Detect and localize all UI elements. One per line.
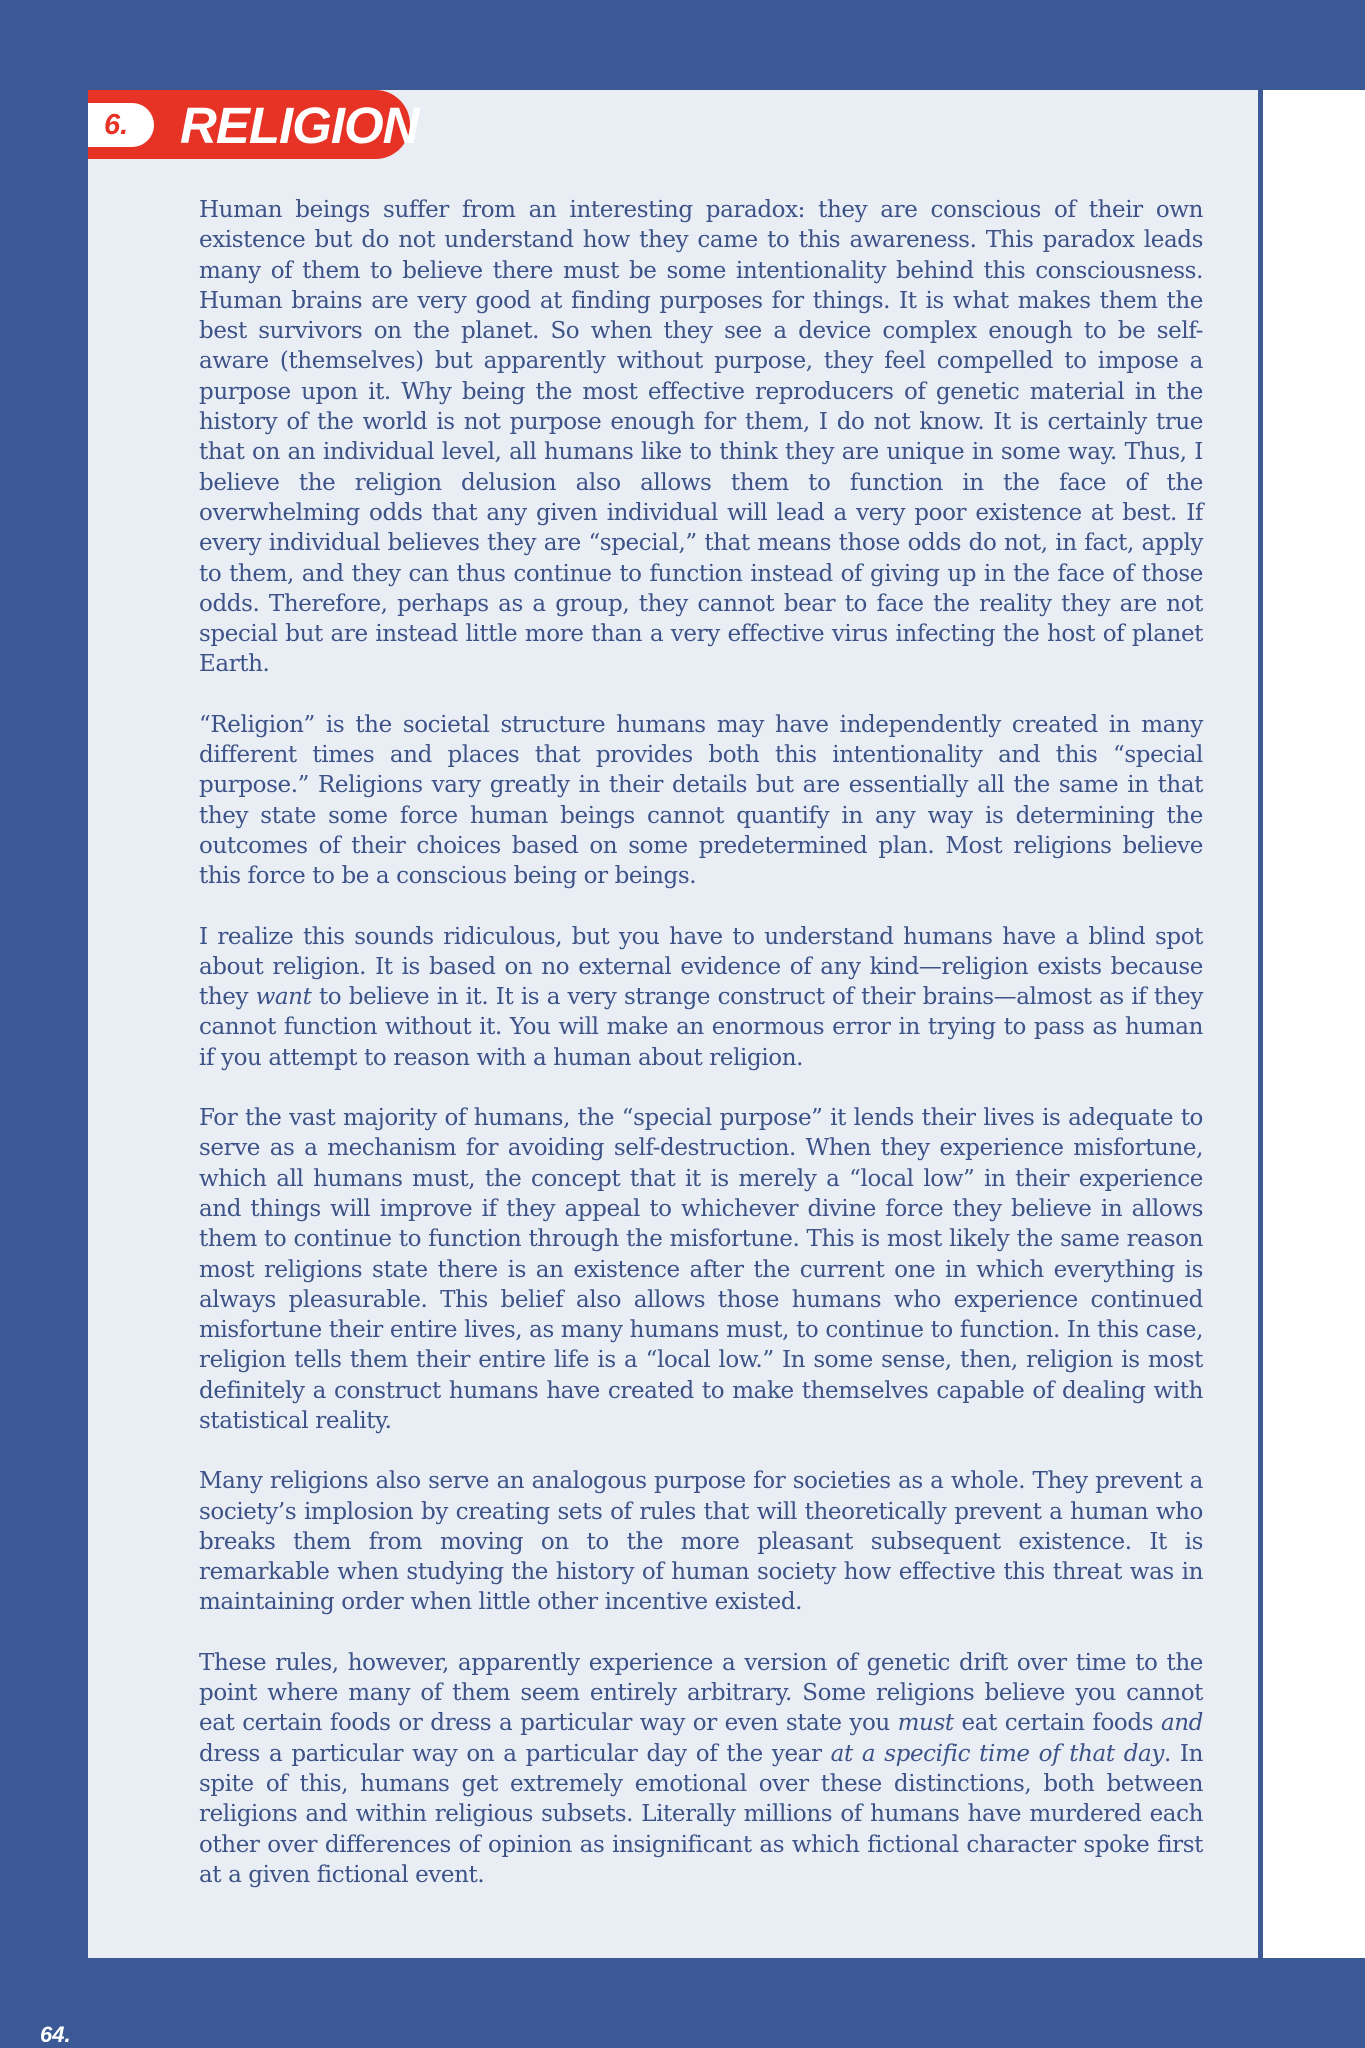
section-title: RELIGION <box>180 97 419 154</box>
paragraph-1: Human beings suffer from an interesting paradox: they are conscious of their own existence but do not understand how they came to this awareness. This paradox leads many of them to believe there must be some intentionality behind this consciousness. Human brains are very good at finding purposes for things. It is what makes them the best survivors on the planet. So when they see a device complex enough to be self-aware (themselves) but apparently without purpose, they feel compelled to impose a purpose upon it. Why being the most effective reproducers of genetic material in the history of the world is not purpose enough for them, I do not know. It is certainly true that on an individual level, all humans like to think they are unique in some way. Thus, I believe the religion delusion also allows them to function in the face of the overwhelming odds that any given individual will lead a very poor existence at best. If every individual believes they are “special,” that means those odds do not, in fact, apply to them, and they can thus continue to function instead of giving up in the face of those odds. Therefore, perhaps as a group, they cannot bear to face the reality they are not special but are instead little more than a very effective virus infecting the host of planet Earth. <box>199 197 1203 678</box>
paragraph-6-emphasis-1: must <box>897 1710 954 1737</box>
paragraph-6-text-b: eat certain foods <box>953 1710 1161 1737</box>
paragraph-6-emphasis-2: and <box>1160 1710 1203 1737</box>
paragraph-6-text-c: dress a particular way on a particular day of the year <box>199 1740 831 1767</box>
paragraph-3-text-b: to believe in it. It is a very strange construct of their brains—almost as if they cannot function without it. You will make an enormous error in trying to pass as human if you attempt to reason with a human about religion. <box>199 984 1203 1071</box>
paragraph-2: “Religion” is the societal structure humans may have independently created in many different times and places that provides both this intentionality and this “special purpose.” Religions vary greatly in their details but are essentially all the same in that they state some force human beings cannot quantify in any way is determining the outcomes of their choices based on some predetermined plan. Most religions believe this force to be a conscious being or beings. <box>199 711 1203 890</box>
paragraph-3 <box>199 922 1203 1073</box>
section-number: 6. <box>104 109 129 141</box>
paragraph-4: For the vast majority of humans, the “special purpose” it lends their lives is adequate to serve as a mechanism for avoiding self-destruction. When they experience misfortune, which all humans must, the concept that it is merely a “local low” in their experience and things will improve if they appeal to whichever divine force they believe in allows them to continue to function through the misfortune. This is most likely the same reason most religions state there is an existence after the current one in which everything is always pleasurable. This belief also allows those humans who experience continued misfortune their entire lives, as many humans must, to continue to function. In this case, religion tells them their entire life is a “local low.” In some sense, then, religion is most definitely a construct humans have created to make themselves capable of dealing with statistical reality. <box>199 1105 1203 1434</box>
paragraph-6-emphasis-3: at a specific time of that day <box>830 1740 1164 1767</box>
paragraph-3-emphasis: want <box>255 984 312 1011</box>
right-margin-strip <box>1263 90 1365 1958</box>
paragraph-6-text-a: These rules, however, apparently experience a version of genetic drift over time to the point where many of them seem entirely arbitrary. Some religions believe you cannot eat certain foods or dress a particular way or even state you <box>199 1649 1203 1737</box>
paragraph-6 <box>199 1648 1203 1890</box>
paragraph-3-text-a: I realize this sounds ridiculous, but you have to understand humans have a blind spot about religion. It is based on no external evidence of any kind—religion exists because they <box>199 923 1203 1011</box>
body-text <box>199 195 1203 1890</box>
paragraph-5: Many religions also serve an analogous purpose for societies as a whole. They prevent a society’s implosion by creating sets of rules that will theoretically prevent a human who breaks them from moving on to the more pleasant subsequent existence. It is remarkable when studying the history of human society how effective this threat was in maintaining order when little other incentive existed. <box>199 1468 1203 1616</box>
paragraph-6-text-d: . In spite of this, humans get extremely emotional over these distinctions, both between religions and within religious subsets. Literally millions of humans have murdered each other over differences of opinion as insignificant as which fictional character spoke first at a given fictional event. <box>199 1740 1203 1888</box>
page-number: 64. <box>40 2022 71 2047</box>
